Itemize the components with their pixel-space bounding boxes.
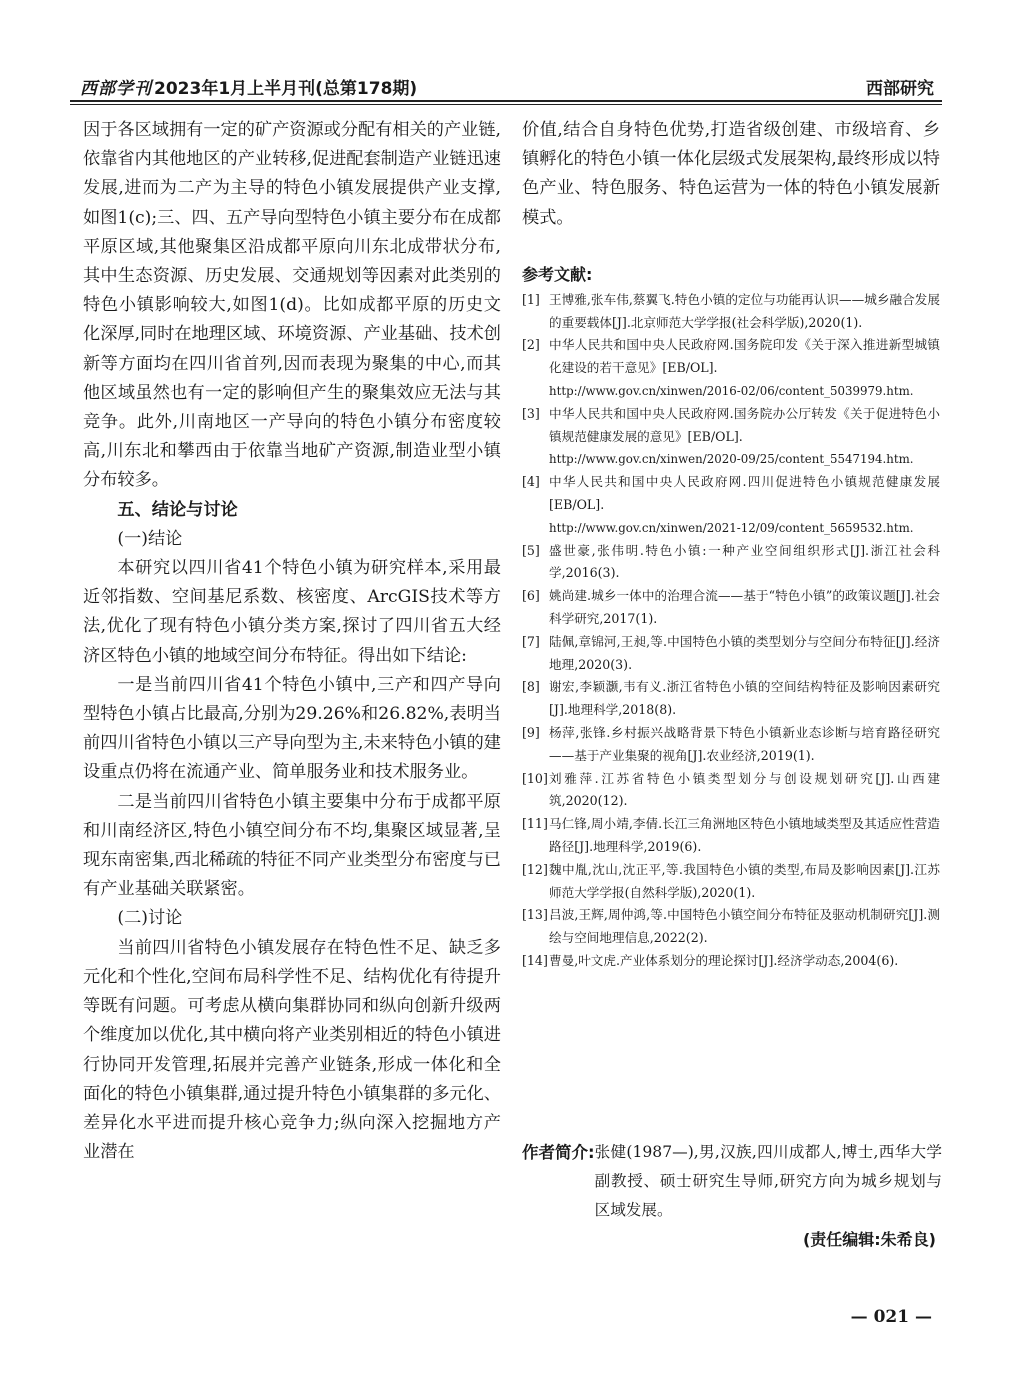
reference-item — [522, 289, 940, 335]
author-bio — [522, 1138, 942, 1225]
author-label: 作者简介: — [522, 1143, 595, 1162]
reference-citation: 陆佩,章锦河,王昶,等.中国特色小镇的类型划分与空间分布特征[J].经济地理,2020(3). — [549, 633, 940, 672]
section-label: 西部研究 — [866, 79, 934, 99]
reference-number: [5] — [522, 542, 540, 558]
page-header — [70, 68, 942, 102]
reference-text — [549, 859, 940, 905]
reference-number: [12] — [522, 861, 548, 877]
reference-number: [8] — [522, 679, 540, 695]
journal-logo: 西部学刊 — [80, 79, 152, 99]
reference-number: [6] — [522, 588, 540, 604]
header-rule-thin — [70, 104, 942, 105]
reference-number: [7] — [522, 633, 540, 649]
reference-item — [522, 334, 940, 402]
reference-citation: 吕波,王辉,周仲鸿,等.中国特色小镇空间分布特征及驱动机制研究[J].测绘与空间地理信息,2022(2). — [549, 907, 940, 946]
reference-citation: 盛世豪,张伟明.特色小镇:一种产业空间组织形式[J].浙江社会科学,2016(3). — [549, 542, 940, 581]
reference-number: [10] — [522, 770, 548, 786]
reference-list — [522, 289, 940, 973]
body-paragraph: 当前四川省特色小镇发展存在特色性不足、缺乏多元化和个性化,空间布局科学性不足、结构优化有待提升等既有问题。可考虑从横向集群协同和纵向创新升级两个维度加以优化,其中横向将产业类别相近的特色小镇进行协同开发管理,拓展并完善产业链条,形成一体化和全面化的特色小镇集群,通过提升特色小镇集群的多元化、差异化水平进而提升核心竞争力;纵向深入挖掘地方产业潜在 — [83, 937, 501, 1163]
subsection-heading: (一)结论 — [117, 528, 183, 549]
reference-item — [522, 403, 940, 471]
reference-item — [522, 722, 940, 768]
references-title: 参考文献: — [522, 264, 593, 284]
author-text: 张健(1987—),男,汉族,四川成都人,博士,西华大学副教授、硕士研究生导师,研究方向为城乡规划与区域发展。 — [594, 1143, 942, 1219]
reference-text — [549, 289, 940, 335]
reference-number: [14] — [522, 952, 548, 968]
reference-number: [11] — [522, 816, 548, 832]
right-column — [522, 116, 940, 973]
reference-item — [522, 904, 940, 950]
reference-item — [522, 585, 940, 631]
editor-note: (责任编辑:朱希良) — [802, 1230, 936, 1249]
reference-text — [549, 813, 940, 859]
reference-text — [549, 722, 940, 768]
body-paragraph: 二是当前四川省特色小镇主要集中分布于成都平原和川南经济区,特色小镇空间分布不均,集聚区域显著,呈现东南密集,西北稀疏的特征不同产业类型分布密度与已有产业基础关联紧密。 — [83, 791, 501, 900]
reference-text — [549, 768, 940, 814]
reference-text — [549, 676, 940, 722]
reference-citation: 中华人民共和国中央人民政府网.国务院印发《关于深入推进新型城镇化建设的若干意见》[EB/OL]. — [549, 337, 940, 376]
reference-citation: 刘雅萍.江苏省特色小镇类型划分与创设规划研究[J].山西建筑,2020(12). — [549, 770, 940, 809]
body-paragraph: 因于各区域拥有一定的矿产资源或分配有相关的产业链,依靠省内其他地区的产业转移,促进配套制造产业链迅速发展,进而为二产为主导的特色小镇发展提供产业支撑,如图1(c);三、四、五产导向型特色小镇主要分布在成都平原区域,其他聚集区沿成都平原向川东北成带状分布,其中生态资源、历史发展、交通规划等因素对此类别的特色小镇影响较大,如图1(d)。比如成都平原的历史文化深厚,同时在地理区域、环境资源、产业基础、技术创新等方面均在四川省首列,因而表现为聚集的中心,而其他区域虽然也有一定的影响但产生的聚集效应无法与其竞争。此外,川南地区一产导向的特色小镇分布密度较高,川东北和攀西由于依靠当地矿产资源,制造业型小镇分布较多。 — [83, 120, 501, 491]
body-paragraph: 本研究以四川省41个特色小镇为研究样本,采用最近邻指数、空间基尼系数、核密度、ArcGIS技术等方法,优化了现有特色小镇分类方案,探讨了四川省五大经济区特色小镇的地域空间分布特征。得出如下结论: — [83, 558, 501, 666]
reference-citation: 曹曼,叶文虎.产业体系划分的理论探讨[J].经济学动态,2004(6). — [549, 952, 899, 968]
body-paragraph: 一是当前四川省41个特色小镇中,三产和四产导向型特色小镇占比最高,分别为29.26%和26.82%,表明当前四川省特色小镇以三产导向型为主,未来特色小镇的建设重点仍将在流通产业、简单服务业和技术服务业。 — [83, 674, 501, 783]
reference-number: [4] — [522, 474, 540, 490]
reference-text — [549, 904, 940, 950]
reference-item — [522, 950, 940, 973]
reference-citation: 马仁锋,周小靖,李倩.长江三角洲地区特色小镇地域类型及其适应性营造路径[J].地理科学,2019(6). — [549, 816, 940, 854]
reference-item — [522, 540, 940, 586]
reference-text — [549, 631, 940, 677]
reference-url: http://www.gov.cn/xinwen/2016-02/06/content_5039979.htm. — [549, 384, 914, 398]
reference-item — [522, 676, 940, 722]
section-heading: 五、结论与讨论 — [117, 499, 238, 520]
reference-text — [549, 334, 940, 402]
reference-citation: 王博雅,张车伟,蔡翼飞.特色小镇的定位与功能再认识——城乡融合发展的重要载体[J].北京师范大学学报(社会科学版),2020(1). — [549, 291, 940, 330]
body-paragraph: 价值,结合自身特色优势,打造省级创建、市级培育、乡镇孵化的特色小镇一体化层级式发展架构,最终形成以特色产业、特色服务、特色运营为一体的特色小镇发展新模式。 — [522, 120, 940, 228]
reference-item — [522, 768, 940, 814]
reference-citation: 谢宏,李颖灏,韦有义.浙江省特色小镇的空间结构特征及影响因素研究[J].地理科学,2018(8). — [549, 679, 940, 718]
reference-citation: 魏中胤,沈山,沈正平,等.我国特色小镇的类型,布局及影响因素[J].江苏师范大学学报(自然科学版),2020(1). — [549, 861, 940, 900]
reference-number: [9] — [522, 724, 540, 740]
page-number: — 021 — — [850, 1307, 932, 1327]
reference-item — [522, 859, 940, 905]
reference-citation: 中华人民共和国中央人民政府网.四川促进特色小镇规范健康发展[EB/OL]. — [549, 474, 940, 512]
reference-number: [1] — [522, 291, 540, 307]
left-column — [83, 116, 501, 1167]
reference-number: [13] — [522, 907, 548, 923]
reference-text — [549, 585, 940, 631]
reference-url: http://www.gov.cn/xinwen/2020-09/25/content_5547194.htm. — [549, 452, 914, 467]
reference-item — [522, 813, 940, 859]
reference-number: [2] — [522, 337, 540, 353]
header-rule — [70, 100, 942, 102]
reference-citation: 中华人民共和国中央人民政府网.国务院办公厅转发《关于促进特色小镇规范健康发展的意见》[EB/OL]. — [549, 405, 940, 444]
reference-text — [549, 950, 940, 973]
reference-text — [549, 403, 940, 471]
issue-label: 2023年1月上半月刊(总第178期) — [154, 79, 418, 99]
reference-text — [549, 471, 940, 539]
subsection-heading: (二)讨论 — [117, 908, 183, 929]
reference-number: [3] — [522, 405, 540, 421]
reference-text — [549, 540, 940, 586]
reference-item — [522, 471, 940, 539]
reference-citation: 姚尚建.城乡一体中的治理合流——基于“特色小镇”的政策议题[J].社会科学研究,2017(1). — [549, 588, 940, 626]
reference-item — [522, 631, 940, 677]
journal-issue-info — [80, 74, 417, 99]
reference-citation: 杨萍,张锋.乡村振兴战略背景下特色小镇新业态诊断与培育路径研究——基于产业集聚的视角[J].农业经济,2019(1). — [549, 724, 940, 763]
reference-url: http://www.gov.cn/xinwen/2021-12/09/content_5659532.htm. — [549, 520, 914, 535]
